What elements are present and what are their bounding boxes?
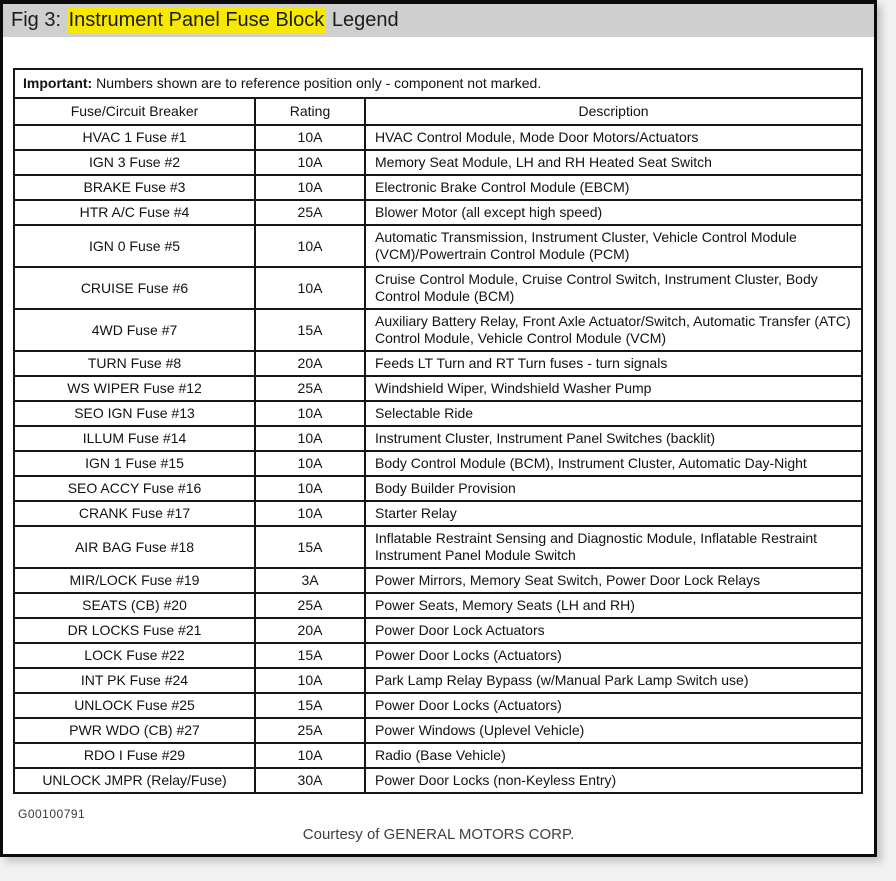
fuse-row <box>14 401 862 426</box>
fuse-rating-cell: 25A <box>255 200 365 225</box>
fuse-row <box>14 267 862 309</box>
important-note-text: Numbers shown are to reference position only - component not marked. <box>92 75 542 91</box>
courtesy-note: Courtesy of GENERAL MOTORS CORP. <box>302 826 575 843</box>
fuse-description-cell: Auxiliary Battery Relay, Front Axle Actuator/Switch, Automatic Transfer (ATC) Control Module, Vehicle Control Module (VCM) <box>365 309 862 351</box>
fuse-rating-cell: 20A <box>255 618 365 643</box>
fuse-rating-cell: 3A <box>255 568 365 593</box>
fuse-row <box>14 175 862 200</box>
fuse-name-cell: CRANK Fuse #17 <box>14 501 255 526</box>
fuse-rating-cell: 20A <box>255 351 365 376</box>
fuse-name-cell: INT PK Fuse #24 <box>14 668 255 693</box>
fuse-rating-cell: 10A <box>255 501 365 526</box>
fuse-row <box>14 743 862 768</box>
fuse-description-cell: Park Lamp Relay Bypass (w/Manual Park Lamp Switch use) <box>365 668 862 693</box>
fuse-rating-cell: 15A <box>255 309 365 351</box>
fuse-row <box>14 476 862 501</box>
figure-id: G00100791 <box>18 807 86 821</box>
fuse-name-cell: HTR A/C Fuse #4 <box>14 200 255 225</box>
fuse-description-cell: Power Door Lock Actuators <box>365 618 862 643</box>
fuse-name-cell: SEO IGN Fuse #13 <box>14 401 255 426</box>
fuse-description-cell: Power Door Locks (Actuators) <box>365 693 862 718</box>
fuse-row <box>14 351 862 376</box>
important-note-row <box>14 69 862 98</box>
fuse-rating-cell: 10A <box>255 401 365 426</box>
fuse-name-cell: TURN Fuse #8 <box>14 351 255 376</box>
fuse-description-cell: Power Windows (Uplevel Vehicle) <box>365 718 862 743</box>
fuse-description-cell: Instrument Cluster, Instrument Panel Switches (backlit) <box>365 426 862 451</box>
fuse-row <box>14 125 862 150</box>
figure-title-bar <box>3 4 874 37</box>
fuse-name-cell: IGN 0 Fuse #5 <box>14 225 255 267</box>
fuse-row <box>14 568 862 593</box>
fuse-row <box>14 309 862 351</box>
fuse-description-cell: Electronic Brake Control Module (EBCM) <box>365 175 862 200</box>
fuse-name-cell: LOCK Fuse #22 <box>14 643 255 668</box>
fuse-description-cell: Feeds LT Turn and RT Turn fuses - turn signals <box>365 351 862 376</box>
fuse-name-cell: HVAC 1 Fuse #1 <box>14 125 255 150</box>
fuse-description-cell: Starter Relay <box>365 501 862 526</box>
fuse-description-cell: Body Control Module (BCM), Instrument Cluster, Automatic Day-Night <box>365 451 862 476</box>
fuse-row <box>14 718 862 743</box>
fuse-legend-table <box>13 68 863 794</box>
figure-title <box>11 9 399 32</box>
fuse-description-cell: Windshield Wiper, Windshield Washer Pump <box>365 376 862 401</box>
fuse-row <box>14 693 862 718</box>
important-note <box>14 69 862 98</box>
fuse-rating-cell: 10A <box>255 743 365 768</box>
fuse-name-cell: UNLOCK Fuse #25 <box>14 693 255 718</box>
fuse-row <box>14 376 862 401</box>
fuse-row <box>14 668 862 693</box>
fuse-rating-cell: 30A <box>255 768 365 793</box>
fuse-description-cell: Automatic Transmission, Instrument Cluster, Vehicle Control Module (VCM)/Powertrain Control Module (PCM) <box>365 225 862 267</box>
fuse-row <box>14 618 862 643</box>
fuse-row <box>14 593 862 618</box>
column-header-row <box>14 98 862 125</box>
fuse-description-cell: Power Door Locks (Actuators) <box>365 643 862 668</box>
fuse-rating-cell: 10A <box>255 125 365 150</box>
fuse-description-cell: Power Seats, Memory Seats (LH and RH) <box>365 593 862 618</box>
fuse-rating-cell: 10A <box>255 225 365 267</box>
fuse-rating-cell: 10A <box>255 175 365 200</box>
fuse-rating-cell: 25A <box>255 593 365 618</box>
fuse-description-cell: Power Mirrors, Memory Seat Switch, Power Door Lock Relays <box>365 568 862 593</box>
fuse-name-cell: ILLUM Fuse #14 <box>14 426 255 451</box>
fuse-description-cell: Blower Motor (all except high speed) <box>365 200 862 225</box>
fuse-row <box>14 225 862 267</box>
document-page <box>3 37 874 854</box>
fuse-rating-cell: 10A <box>255 668 365 693</box>
fuse-row <box>14 150 862 175</box>
fuse-rating-cell: 10A <box>255 150 365 175</box>
figure-title-prefix: Fig 3: <box>11 9 67 31</box>
fuse-name-cell: IGN 1 Fuse #15 <box>14 451 255 476</box>
fuse-description-cell: Cruise Control Module, Cruise Control Switch, Instrument Cluster, Body Control Module (BCM) <box>365 267 862 309</box>
fuse-name-cell: BRAKE Fuse #3 <box>14 175 255 200</box>
fuse-rating-cell: 10A <box>255 267 365 309</box>
fuse-name-cell: SEATS (CB) #20 <box>14 593 255 618</box>
fuse-description-cell: Power Door Locks (non-Keyless Entry) <box>365 768 862 793</box>
fuse-name-cell: SEO ACCY Fuse #16 <box>14 476 255 501</box>
fuse-description-cell: HVAC Control Module, Mode Door Motors/Actuators <box>365 125 862 150</box>
fuse-rating-cell: 15A <box>255 643 365 668</box>
fuse-row <box>14 768 862 793</box>
fuse-row <box>14 426 862 451</box>
fuse-row <box>14 526 862 568</box>
fuse-row <box>14 451 862 476</box>
fuse-rating-cell: 15A <box>255 693 365 718</box>
fuse-name-cell: 4WD Fuse #7 <box>14 309 255 351</box>
fuse-rating-cell: 10A <box>255 476 365 501</box>
fuse-name-cell: CRUISE Fuse #6 <box>14 267 255 309</box>
fuse-row <box>14 501 862 526</box>
fuse-description-cell: Selectable Ride <box>365 401 862 426</box>
fuse-rating-cell: 10A <box>255 426 365 451</box>
figure-title-suffix: Legend <box>326 9 399 31</box>
fuse-rating-cell: 15A <box>255 526 365 568</box>
col-header-fuse: Fuse/Circuit Breaker <box>14 98 255 125</box>
fuse-name-cell: IGN 3 Fuse #2 <box>14 150 255 175</box>
fuse-description-cell: Memory Seat Module, LH and RH Heated Seat Switch <box>365 150 862 175</box>
fuse-name-cell: MIR/LOCK Fuse #19 <box>14 568 255 593</box>
col-header-description: Description <box>365 98 862 125</box>
fuse-rating-cell: 10A <box>255 451 365 476</box>
fuse-name-cell: DR LOCKS Fuse #21 <box>14 618 255 643</box>
fuse-name-cell: WS WIPER Fuse #12 <box>14 376 255 401</box>
fuse-rating-cell: 25A <box>255 376 365 401</box>
title-highlight: Instrument Panel Fuse Block <box>68 9 325 31</box>
fuse-row <box>14 200 862 225</box>
fuse-name-cell: RDO I Fuse #29 <box>14 743 255 768</box>
fuse-row <box>14 643 862 668</box>
fuse-name-cell: UNLOCK JMPR (Relay/Fuse) <box>14 768 255 793</box>
fuse-description-cell: Body Builder Provision <box>365 476 862 501</box>
important-note-label: Important: <box>23 75 93 91</box>
fuse-description-cell: Inflatable Restraint Sensing and Diagnostic Module, Inflatable Restraint Instrument Panel Module Switch <box>365 526 862 568</box>
fuse-name-cell: AIR BAG Fuse #18 <box>14 526 255 568</box>
fuse-name-cell: PWR WDO (CB) #27 <box>14 718 255 743</box>
fuse-description-cell: Radio (Base Vehicle) <box>365 743 862 768</box>
col-header-rating: Rating <box>255 98 365 125</box>
fuse-rating-cell: 25A <box>255 718 365 743</box>
